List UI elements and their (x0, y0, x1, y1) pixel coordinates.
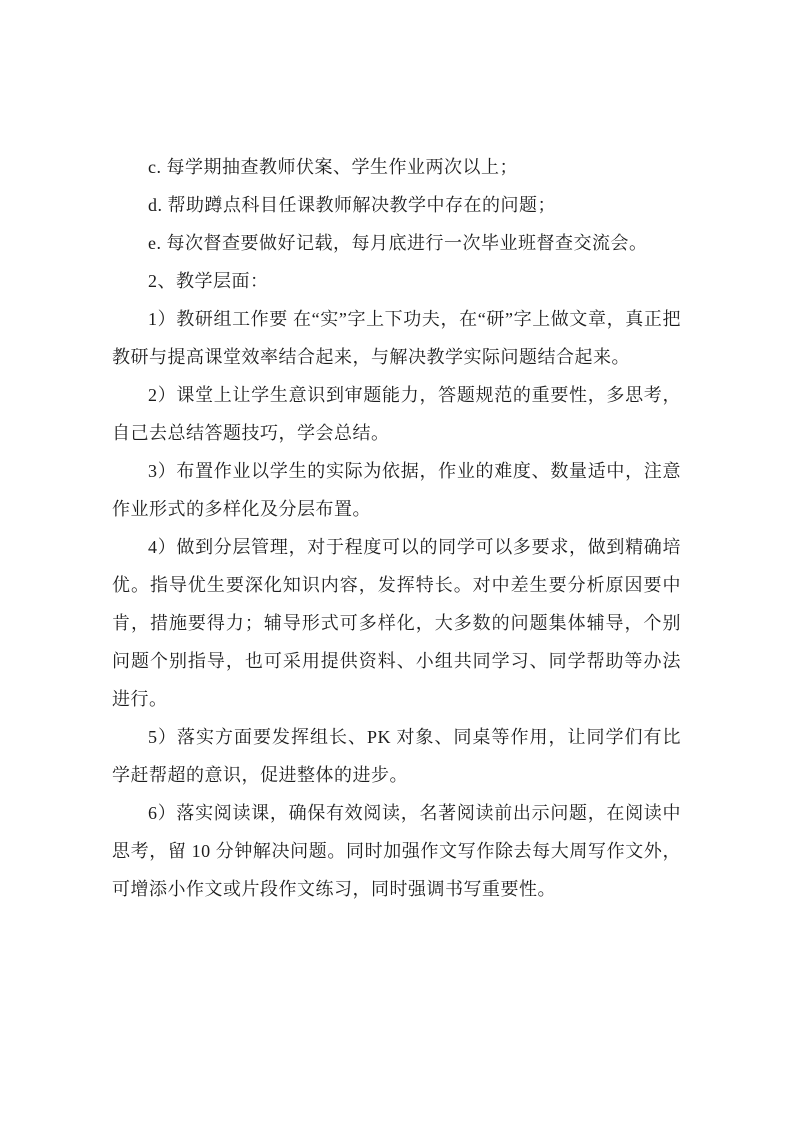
paragraph-point-1: 1）教研组工作要 在“实”字上下功夫，在“研”字上做文章，真正把教研与提高课堂效率结合起来，与解决教学实际问题结合起来。 (112, 309, 681, 367)
paragraph-point-2: 2）课堂上让学生意识到审题能力，答题规范的重要性，多思考，自己去总结答题技巧，学会总结。 (112, 385, 681, 443)
paragraph-item-c: c. 每学期抽查教师伏案、学生作业两次以上； (148, 157, 518, 177)
paragraph-point-6: 6）落实阅读课，确保有效阅读，名著阅读前出示问题，在阅读中思考，留 10 分钟解决问题。同时加强作文写作除去每大周写作文外，可增添小作文或片段作文练习，同时强调书写重要性。 (112, 803, 681, 899)
paragraph-point-5: 5）落实方面要发挥组长、PK 对象、同桌等作用，让同学们有比学赶帮超的意识，促进整体的进步。 (112, 727, 681, 785)
paragraph-point-3: 3）布置作业以学生的实际为依据，作业的难度、数量适中，注意作业形式的多样化及分层布置。 (112, 461, 681, 519)
paragraph-point-4: 4）做到分层管理，对于程度可以的同学可以多要求，做到精确培优。指导优生要深化知识内容，发挥特长。对中差生要分析原因要中肯，措施要得力；辅导形式可多样化，大多数的问题集体辅导，个别问题个别指导，也可采用提供资料、小组共同学习、同学帮助等办法进行。 (112, 537, 681, 709)
paragraph-section-heading: 2、教学层面： (148, 271, 269, 291)
paragraph-item-d: d. 帮助蹲点科目任课教师解决教学中存在的问题； (148, 195, 556, 215)
document-body (112, 148, 681, 908)
paragraph-item-e: e. 每次督查要做好记载，每月底进行一次毕业班督查交流会。 (148, 233, 648, 253)
